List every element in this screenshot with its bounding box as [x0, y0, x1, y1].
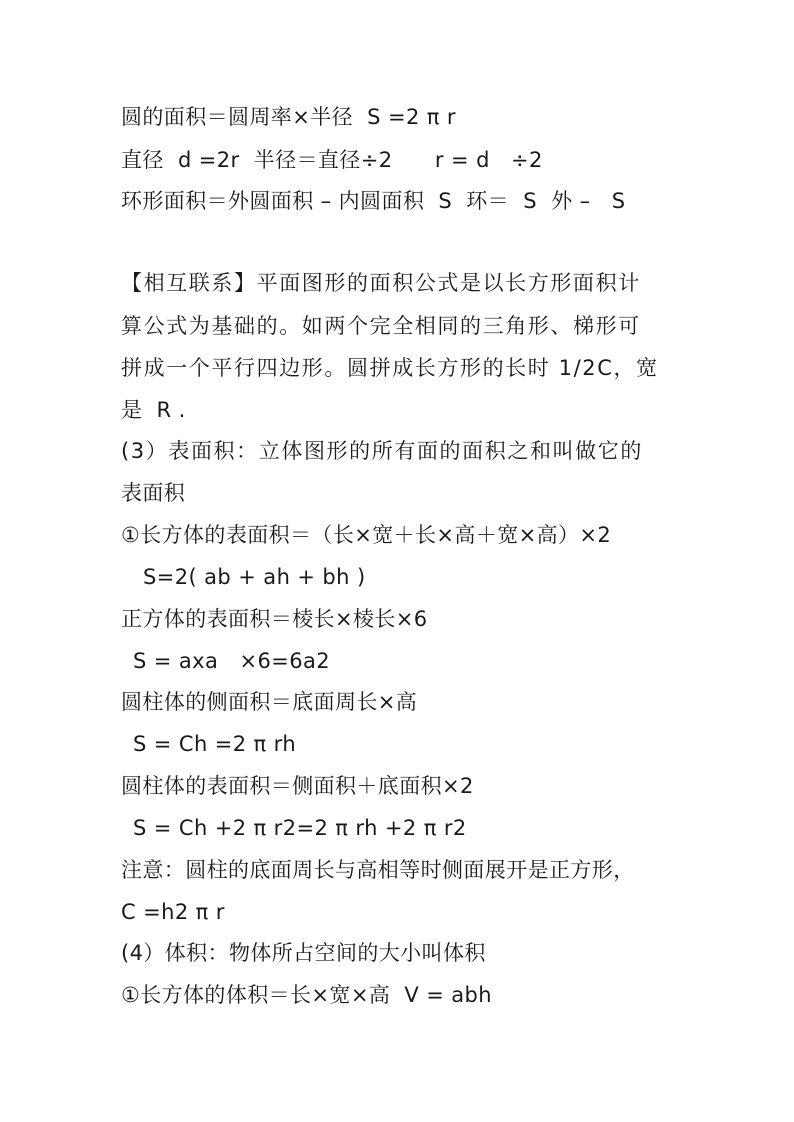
surface-area-heading-cont: 表面积 — [121, 481, 186, 505]
diameter-radius-formula: 直径 d =2r 半径＝直径÷2 r = d ÷2 — [121, 148, 543, 172]
cylinder-lateral-area: 圆柱体的侧面积＝底面周长×高 — [121, 690, 418, 714]
cuboid-volume: ①长方体的体积＝长×宽×高 V = abh — [121, 983, 492, 1007]
volume-heading: (4）体积：物体所占空间的大小叫体积 — [121, 941, 486, 965]
circle-area-formula: 圆的面积＝圆周率×半径 S =2 π r — [121, 105, 456, 129]
relation-paragraph-line-3: 拼成一个平行四边形。圆拼成长方形的长时 1/2C，宽 — [121, 356, 659, 380]
cylinder-surface-area: 圆柱体的表面积＝侧面积＋底面积×2 — [121, 774, 474, 798]
cylinder-surface-formula: S = Ch +2 π r2=2 π rh +2 π r2 — [133, 816, 467, 840]
note-formula: C =h2 π r — [121, 900, 225, 924]
relation-paragraph-line-4: 是 R . — [121, 398, 186, 422]
ring-area-formula: 环形面积＝外圆面积 – 内圆面积 S 环＝ S 外 – S — [121, 189, 626, 213]
relation-paragraph-line-1: 【相互联系】平面图形的面积公式是以长方形面积计 — [121, 271, 641, 295]
cube-surface-area: 正方体的表面积＝棱长×棱长×6 — [121, 607, 428, 631]
cube-surface-formula: S = axa ×6=6a2 — [133, 649, 331, 673]
cuboid-surface-area: ①长方体的表面积＝（长×宽＋长×高＋宽×高）×2 — [121, 523, 612, 547]
relation-paragraph-line-2: 算公式为基础的。如两个完全相同的三角形、梯形可 — [121, 314, 641, 338]
surface-area-heading: (3）表面积：立体图形的所有面的面积之和叫做它的 — [121, 439, 643, 463]
cylinder-lateral-formula: S = Ch =2 π rh — [133, 732, 297, 756]
note-line: 注意：圆柱的底面周长与高相等时侧面展开是正方形， — [121, 858, 635, 882]
cuboid-surface-formula: S=2( ab + ah + bh ) — [143, 565, 366, 589]
